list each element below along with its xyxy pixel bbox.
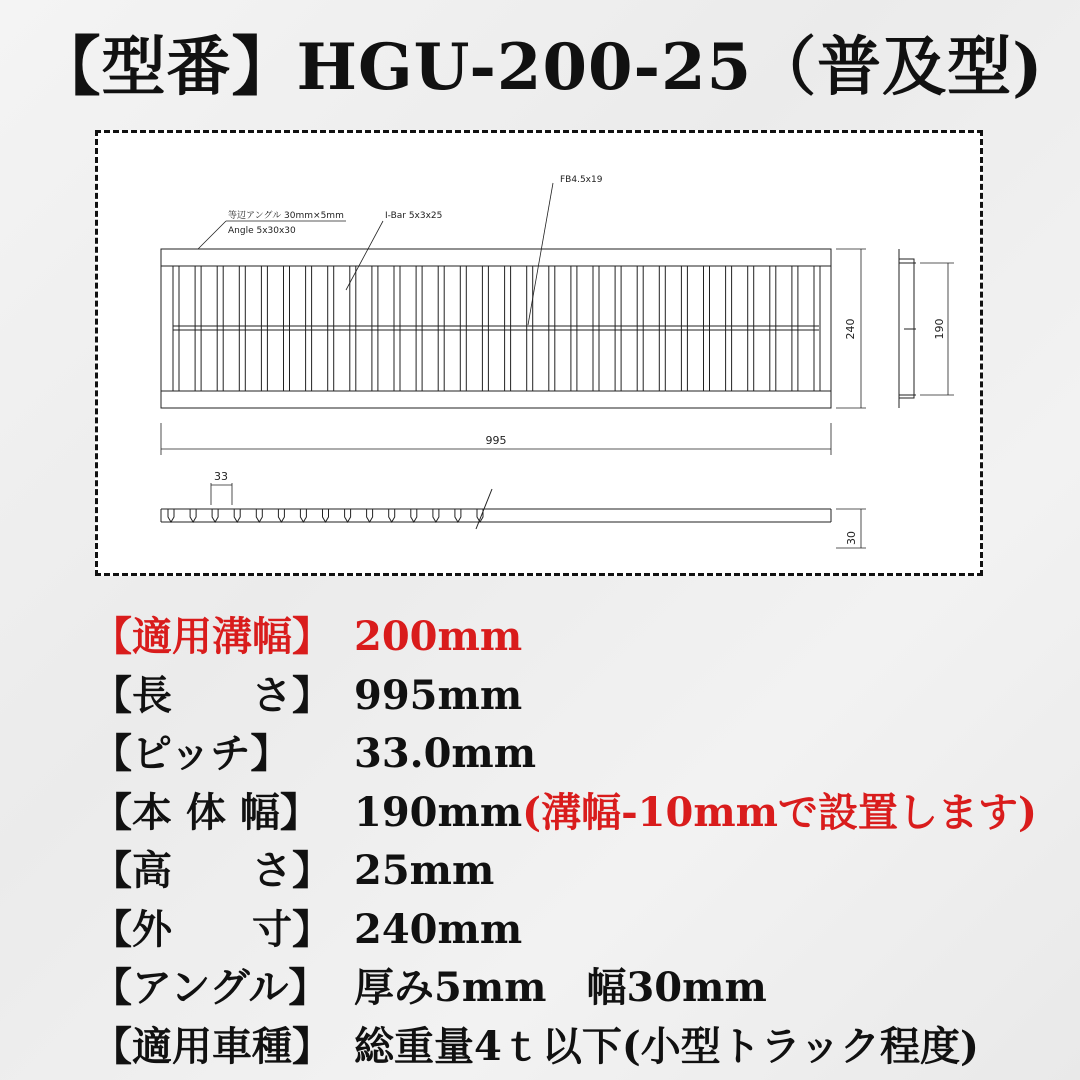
spec-note: (溝幅-10mmで設置します) (522, 788, 1037, 836)
side-bar-tooth (256, 509, 262, 522)
bearing-bar (239, 266, 245, 391)
bearing-bar (372, 266, 378, 391)
spec-value-text: 33.0mm (354, 730, 537, 777)
label-angle-jp: 等辺アングル 30mm×5mm (228, 211, 344, 221)
top-view (161, 249, 831, 408)
spec-row (92, 959, 1072, 1018)
spec-value-text: 厚み5mm 幅30mm (354, 964, 767, 1011)
bearing-bar (284, 266, 290, 391)
bearing-bar (195, 266, 201, 391)
spec-value (354, 842, 494, 900)
spec-label: 【ピッチ】 (92, 730, 291, 777)
bearing-bar (416, 266, 422, 391)
spec-label: 【外 寸】 (92, 905, 332, 953)
bearing-bar (748, 266, 754, 391)
dim-outer-text: 240 (844, 318, 857, 340)
bearing-bar (637, 266, 643, 391)
bearing-bar (306, 266, 312, 391)
dim-pitch-text: 33 (214, 470, 228, 483)
label-ibar: I-Bar 5x3x25 (385, 211, 443, 221)
section-view (899, 249, 916, 408)
bearing-bar (681, 266, 687, 391)
bearing-bar (770, 266, 776, 391)
bearing-bar (571, 266, 577, 391)
drawing-svg (98, 133, 980, 573)
spec-value-text: 200mm (354, 613, 523, 660)
side-bar-tooth (345, 509, 351, 522)
spec-row (92, 667, 1072, 726)
bearing-bar (615, 266, 621, 391)
bearing-bar (593, 266, 599, 391)
side-bar-tooth (433, 509, 439, 522)
bearing-bar (328, 266, 334, 391)
label-fb: FB4.5x19 (560, 175, 603, 185)
spec-value-text: 240mm (354, 905, 523, 953)
side-bar-tooth (190, 509, 196, 522)
side-view (161, 489, 831, 529)
side-bar-tooth (411, 509, 417, 522)
spec-row (92, 608, 1072, 667)
spec-row (92, 842, 1072, 901)
spec-value (354, 667, 522, 725)
leader-angle (198, 221, 226, 249)
dim-body-text: 190 (933, 318, 946, 340)
bearing-bar (217, 266, 223, 391)
side-bar-tooth (300, 509, 306, 522)
spec-value (354, 608, 522, 666)
bearing-bar (173, 266, 179, 391)
spec-value (354, 725, 536, 783)
dim-height-text: 30 (845, 531, 858, 545)
side-bar-tooth (234, 509, 240, 522)
page-title: 【型番】HGU-200-25（普及型) (36, 30, 1044, 105)
side-bar-tooth (212, 509, 218, 522)
spec-value (354, 784, 1037, 842)
bearing-bar (460, 266, 466, 391)
bearing-bars (173, 266, 820, 391)
spec-row (92, 1018, 1072, 1077)
bearing-bar (505, 266, 511, 391)
bearing-bar (438, 266, 444, 391)
bearing-bar (659, 266, 665, 391)
spec-label: 【高 さ】 (92, 847, 332, 894)
spec-value (354, 901, 522, 959)
bearing-bar (549, 266, 555, 391)
spec-value-text: 995mm (354, 671, 523, 719)
bearing-bar (792, 266, 798, 391)
bearing-bar (350, 266, 356, 391)
dimension-pitch (211, 483, 232, 505)
spec-value-text: 総重量4ｔ以下(小型トラック程度) (354, 1022, 979, 1070)
side-bar-tooth (389, 509, 395, 522)
technical-drawing (95, 130, 983, 576)
spec-label: 【本 体 幅】 (92, 788, 320, 836)
spec-row (92, 725, 1072, 784)
bearing-bar (814, 266, 820, 391)
bearing-bar (726, 266, 732, 391)
spec-row (92, 901, 1072, 960)
spec-value (354, 959, 767, 1017)
spec-value-text: 25mm (354, 847, 495, 894)
leader-lines (198, 183, 553, 325)
side-bars (168, 509, 483, 522)
bearing-bar (482, 266, 488, 391)
side-bar-tooth (168, 509, 174, 522)
dim-length-text: 995 (485, 434, 507, 447)
side-bar-tooth (455, 509, 461, 522)
spec-label: 【アングル】 (92, 964, 329, 1011)
side-bar-tooth (323, 509, 329, 522)
label-angle-en: Angle 5x30x30 (228, 226, 296, 236)
spec-label: 【適用車種】 (92, 1022, 332, 1070)
spec-label: 【適用溝幅】 (92, 613, 332, 660)
bearing-bar (527, 266, 533, 391)
spec-list (92, 608, 1072, 1076)
spec-value (354, 1018, 979, 1076)
bearing-bar (704, 266, 710, 391)
spec-label: 【長 さ】 (92, 671, 332, 719)
side-bar-tooth (367, 509, 373, 522)
bearing-bar (261, 266, 267, 391)
spec-row (92, 784, 1072, 843)
drawing-labels (228, 175, 603, 236)
bearing-bar (394, 266, 400, 391)
spec-value-text: 190mm (354, 788, 523, 836)
side-bar-tooth (278, 509, 284, 522)
